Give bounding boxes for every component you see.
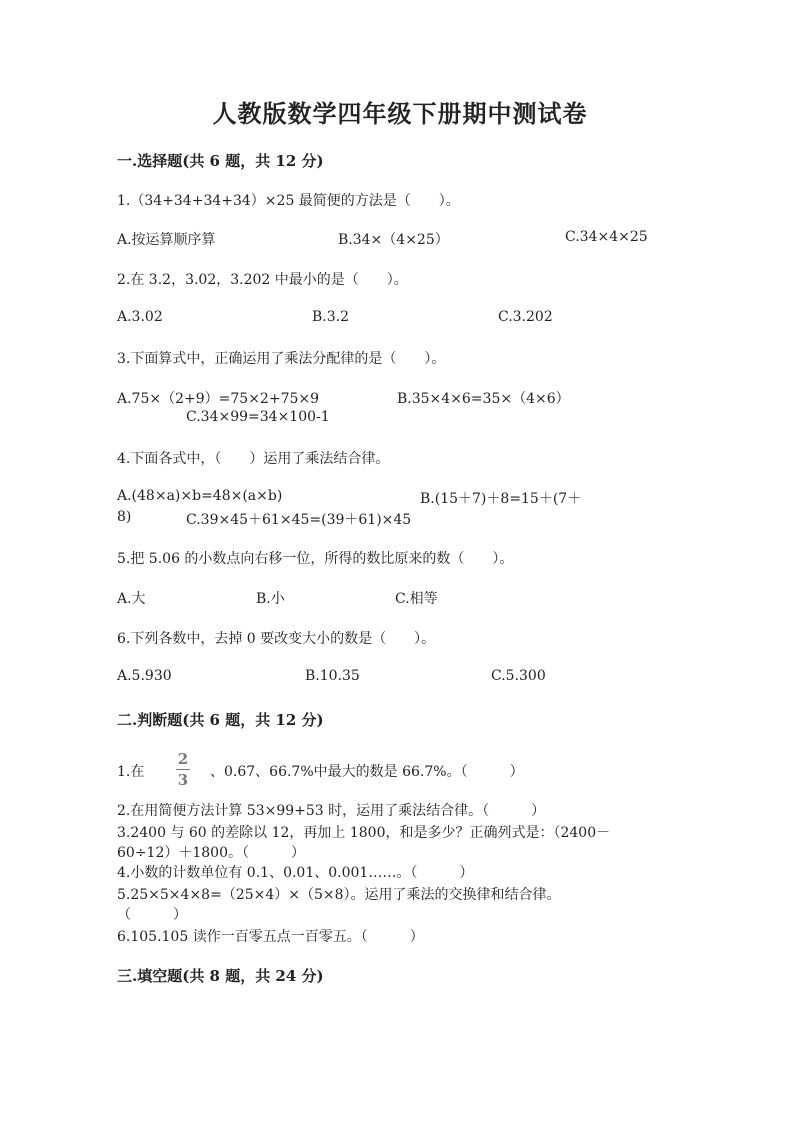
option-b: B.3.2 <box>312 309 350 325</box>
question-stem: 4.下面各式中，（ ）运用了乘法结合律。 <box>117 451 390 467</box>
section-heading-judge: 二.判断题(共 6 题，共 12 分) <box>117 711 324 729</box>
fraction-bar <box>176 769 190 770</box>
option-a: A.3.02 <box>117 309 163 325</box>
option-a: A.75×（2+9）=75×2+75×9 <box>117 391 320 407</box>
question-stem: 6.下列各数中，去掉 0 要改变大小的数是（ ）。 <box>117 631 436 647</box>
option-a: A.大 <box>117 591 146 607</box>
question-stem: 1.（34+34+34+34）×25 最简便的方法是（ ）。 <box>117 193 460 209</box>
judge-q1-suffix: 、0.67、66.7%中最大的数是 66.7%。（ ） <box>210 764 524 780</box>
option-a: A.(48×a)×b=48×(a×b) <box>117 488 283 504</box>
page-title: 人教版数学四年级下册期中测试卷 <box>212 99 588 128</box>
judge-q6: 6.105.105 读作一百零五点一百零五。（ ） <box>117 929 424 945</box>
fraction-denominator: 3 <box>177 771 189 789</box>
question-stem: 3.下面算式中，正确运用了乘法分配律的是（ ）。 <box>117 351 446 367</box>
option-b-continued: 8) <box>117 509 132 525</box>
question-stem: 5.把 5.06 的小数点向右移一位，所得的数比原来的数（ ）。 <box>117 551 514 567</box>
judge-q5-line1: 5.25×5×4×8=（25×4）×（5×8）。运用了乘法的交换律和结合律。 <box>117 887 561 903</box>
fraction-numerator: 2 <box>177 750 189 768</box>
option-c: C.5.300 <box>491 668 546 684</box>
judge-q3-line2: 60÷12）＋1800。（ ） <box>117 845 305 861</box>
option-b: B.(15＋7)＋8=15＋(7＋ <box>420 491 582 507</box>
judge-q1-prefix: 1.在 <box>117 764 145 780</box>
option-a: A.按运算顺序算 <box>117 232 216 248</box>
option-c: C.39×45＋61×45=(39＋61)×45 <box>186 512 412 528</box>
question-stem: 2.在 3.2，3.02，3.202 中最小的是（ ）。 <box>117 272 408 288</box>
option-b: B.10.35 <box>305 668 360 684</box>
judge-q3-line1: 3.2400 与 60 的差除以 12，再加上 1800，和是多少？正确列式是：（2400－ <box>117 825 611 841</box>
section-heading-choice: 一.选择题(共 6 题，共 12 分) <box>117 152 324 170</box>
option-c: C.34×4×25 <box>565 229 648 245</box>
option-b: B.35×4×6=35×（4×6） <box>397 391 570 407</box>
judge-q4: 4.小数的计数单位有 0.1、0.01、0.001……。（ ） <box>117 865 474 881</box>
option-c: C.34×99=34×100-1 <box>186 409 330 425</box>
option-c: C.3.202 <box>498 309 553 325</box>
section-heading-fill: 三.填空题(共 8 题，共 24 分) <box>117 967 324 985</box>
option-c: C.相等 <box>395 591 438 607</box>
judge-q2: 2.在用简便方法计算 53×99+53 时，运用了乘法结合律。（ ） <box>117 803 546 819</box>
option-b: B.34×（4×25） <box>338 232 449 248</box>
option-b: B.小 <box>256 591 285 607</box>
fraction <box>176 750 190 789</box>
option-a: A.5.930 <box>117 668 172 684</box>
judge-q5-line2: （ ） <box>117 907 187 923</box>
